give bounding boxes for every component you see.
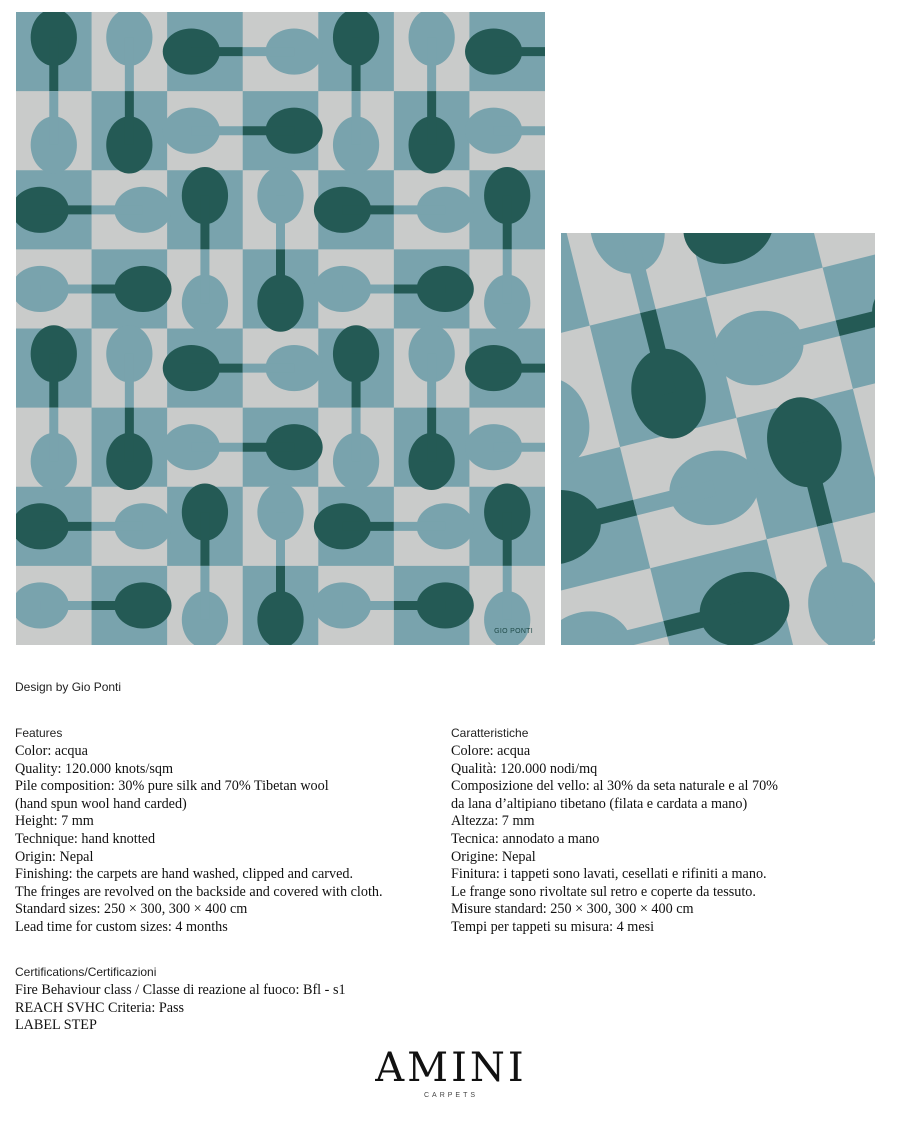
certifications-section bbox=[15, 965, 615, 1035]
feature-line: Height: 7 mm bbox=[15, 813, 94, 830]
feature-line: Color: acqua bbox=[15, 743, 88, 759]
caratteristiche-title: Caratteristiche bbox=[451, 726, 529, 740]
feature-line: Origin: Nepal bbox=[15, 848, 94, 865]
caratteristica-line: Qualità: 120.000 nodi/mq bbox=[451, 760, 598, 777]
rug-pattern bbox=[16, 12, 545, 645]
caratteristica-line: Colore: acqua bbox=[451, 743, 531, 759]
feature-line: Finishing: the carpets are hand washed, clipped and carved. bbox=[15, 866, 354, 883]
caratteristica-line: Tecnica: annodato a mano bbox=[451, 830, 600, 847]
feature-line: (hand spun wool hand carded) bbox=[15, 795, 187, 812]
logo-subtitle: CARPETS bbox=[423, 1092, 479, 1099]
feature-line: The fringes are revolved on the backside and covered with cloth. bbox=[15, 883, 383, 900]
feature-line: Pile composition: 30% pure silk and 70% Tibetan wool bbox=[15, 778, 329, 795]
rug-detail-image bbox=[561, 233, 875, 645]
caratteristiche-list bbox=[451, 743, 891, 937]
certification-line: REACH SVHC Criteria: Pass bbox=[15, 999, 185, 1016]
caratteristica-line: Finitura: i tappeti sono lavati, cesellati e rifiniti a mano. bbox=[451, 866, 767, 883]
caratteristica-line: da lana d’altipiano tibetano (filata e cardata a mano) bbox=[451, 795, 748, 812]
feature-line: Standard sizes: 250 × 300, 300 × 400 cm bbox=[15, 901, 248, 918]
caratteristica-line: Tempi per tappeti su misura: 4 mesi bbox=[451, 918, 655, 935]
rug-detail-pattern bbox=[561, 233, 875, 645]
feature-line: Lead time for custom sizes: 4 months bbox=[15, 918, 228, 935]
caratteristica-line: Altezza: 7 mm bbox=[451, 813, 535, 830]
caratteristica-line: Composizione del vello: al 30% da seta naturale e al 70% bbox=[451, 778, 778, 795]
logo-wordmark: AMINI bbox=[375, 1045, 527, 1091]
caratteristica-line: Le frange sono rivoltate sul retro e coperte da tessuto. bbox=[451, 883, 756, 900]
caratteristica-line: Origine: Nepal bbox=[451, 848, 536, 865]
features-section bbox=[15, 726, 445, 937]
feature-line: Quality: 120.000 knots/sqm bbox=[15, 760, 174, 777]
features-list bbox=[15, 743, 445, 937]
features-title: Features bbox=[15, 726, 63, 740]
certification-line: Fire Behaviour class / Classe di reazione al fuoco: Bfl - s1 bbox=[15, 982, 346, 998]
caratteristica-line: Misure standard: 250 × 300, 300 × 400 cm bbox=[451, 901, 694, 918]
certification-line: LABEL STEP bbox=[15, 1017, 97, 1034]
rug-main-image bbox=[16, 12, 545, 645]
rug-signature: GIO PONTI bbox=[494, 628, 533, 635]
amini-logo bbox=[0, 1046, 902, 1099]
designer-credit: Design by Gio Ponti bbox=[15, 680, 122, 694]
certifications-title: Certifications/Certificazioni bbox=[15, 965, 157, 979]
feature-line: Technique: hand knotted bbox=[15, 830, 156, 847]
caratteristiche-section bbox=[451, 726, 891, 937]
